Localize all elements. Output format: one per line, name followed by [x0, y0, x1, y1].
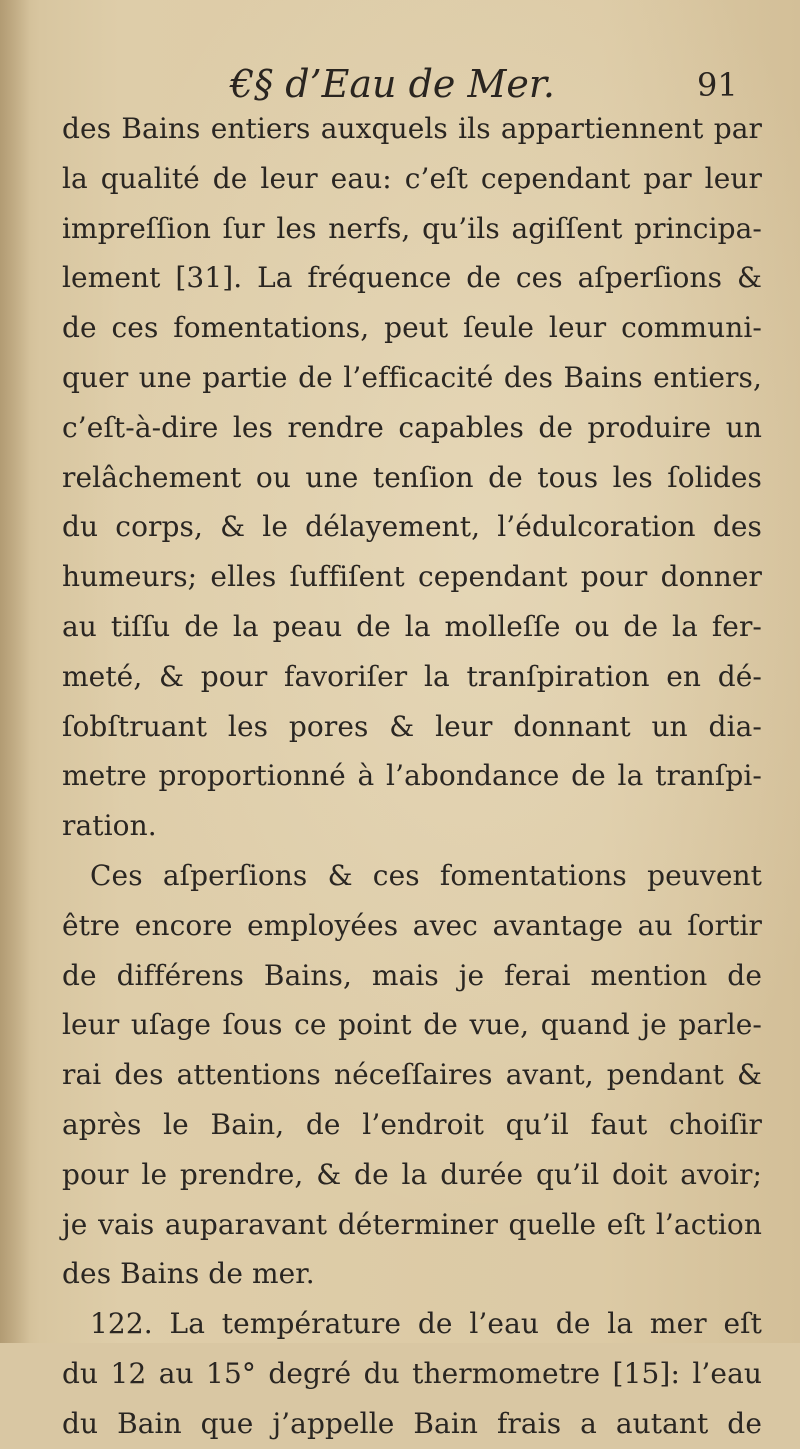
text-line: pour le prendre, & de la durée qu’il doit avoir; [62, 1157, 762, 1191]
page-number: 91 [697, 66, 738, 104]
text-line: quer une partie de l’efficacité des Bains entiers, [62, 360, 762, 394]
text-line: au tiſſu de la peau de la molleſſe ou de la fer- [62, 609, 762, 643]
text-line: être encore employées avec avantage au ſortir [62, 908, 762, 942]
text-line: des Bains entiers auxquels ils appartiennent par [62, 112, 762, 145]
text-line: Ces aſperſions & ces fomentations peuvent [90, 858, 762, 892]
running-head-title: €§ d’Eau de Mer. [230, 62, 555, 106]
text-line: c’eſt-à-dire les rendre capables de produire un [62, 410, 762, 444]
text-line: metre proportionné à l’abondance de la tranſpi- [62, 759, 762, 793]
text-line: relâchement ou une tenſion de tous les ſolides [62, 460, 762, 494]
text-line: ration. [62, 809, 157, 843]
text-line: du Bain que j’appelle Bain frais a autant de [62, 1406, 762, 1440]
text-line: du 12 au 15° degré du thermometre [15]: l’eau [62, 1356, 762, 1390]
text-line: la qualité de leur eau: c’eſt cependant par leur [62, 161, 762, 195]
text-line: impreſſion ſur les nerfs, qu’ils agiſſent principa- [62, 211, 762, 245]
text-line: ſobſtruant les pores & leur donnant un dia- [62, 709, 762, 743]
text-line: lement [31]. La fréquence de ces aſperſions & [62, 261, 762, 295]
text-line: leur uſage ſous ce point de vue, quand je parle- [62, 1008, 762, 1042]
text-line: après le Bain, de l’endroit qu’il faut choiſir [62, 1107, 762, 1141]
page-gutter-shadow [0, 0, 30, 1343]
text-line: des Bains de mer. [62, 1257, 315, 1291]
text-line: rai des attentions néceſſaires avant, pendant & [62, 1058, 762, 1092]
text-line: je vais auparavant déterminer quelle eſt l’action [62, 1207, 762, 1241]
text-line: de différens Bains, mais je ferai mention de [62, 958, 762, 992]
text-line: meté, & pour favoriſer la tranſpiration en dé- [62, 659, 762, 693]
body-text [62, 104, 762, 1449]
text-line: 122. La température de l’eau de la mer eſt [90, 1307, 762, 1341]
text-line: humeurs; elles ſuffiſent cependant pour donner [62, 560, 762, 594]
text-line: de ces fomentations, peut ſeule leur communi- [62, 311, 762, 345]
text-line: du corps, & le délayement, l’édulcoration des [62, 510, 762, 544]
